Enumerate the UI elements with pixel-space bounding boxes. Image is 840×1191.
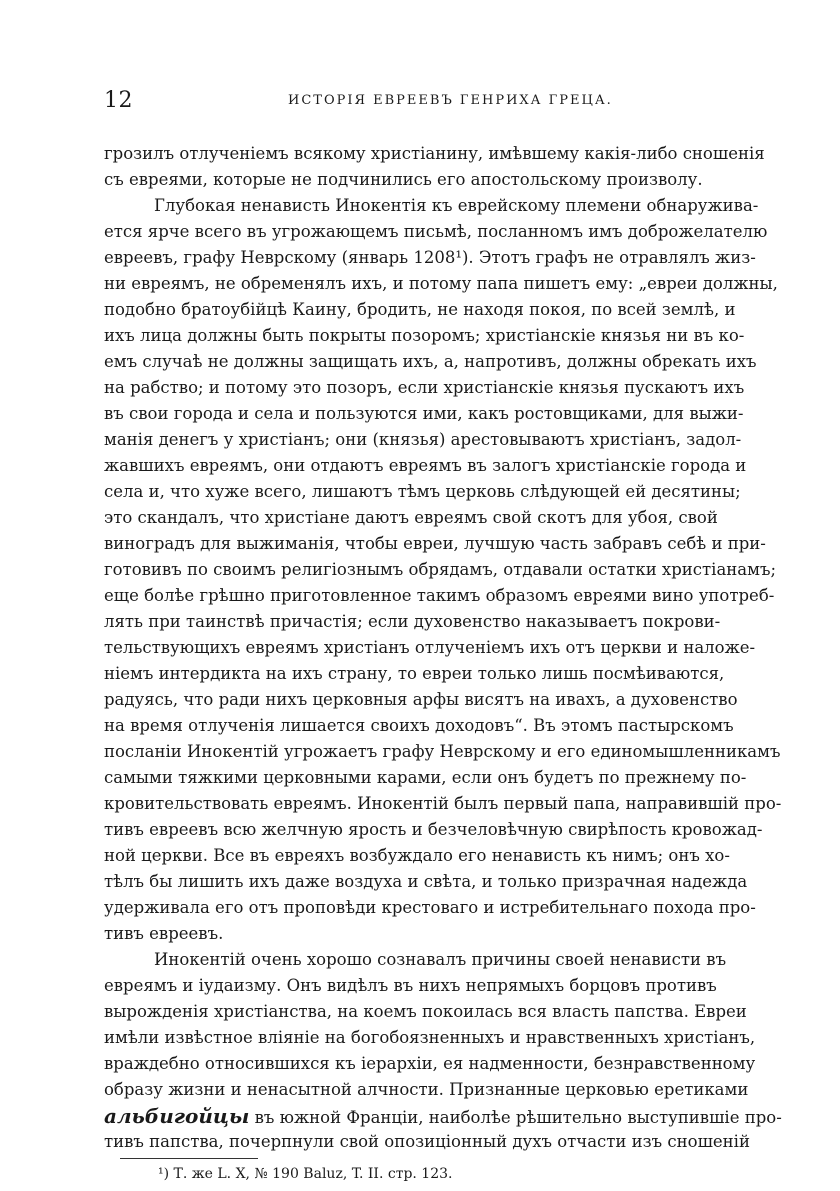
text-line: еще болѣе грѣшно приготовленное такимъ образомъ евреями вино употреб-: [104, 586, 775, 605]
text-line: кровительствовать евреямъ. Инокентій былъ первый папа, направившій про-: [104, 794, 782, 813]
text-line: тивъ папства, почерпнули свой опозиціонный духъ отчасти изъ сношеній: [104, 1132, 750, 1151]
text-line: имѣли извѣстное вліяніе на богобоязненныхъ и нравственныхъ христіанъ,: [104, 1028, 756, 1047]
footnote-divider: [120, 1158, 258, 1159]
text-line: на время отлученія лишается своихъ доходовъ“. Въ этомъ пастырскомъ: [104, 716, 734, 735]
text-line: ной церкви. Все въ евреяхъ возбуждало его ненависть къ нимъ; онъ хо-: [104, 846, 730, 865]
albigensian-term: альбигойцы: [104, 1104, 250, 1128]
text-line: вырожденія христіанства, на коемъ покоилась вся власть папства. Евреи: [104, 1002, 747, 1021]
text-line: грозилъ отлученіемъ всякому христіанину, имѣвшему какія-либо сношенія: [104, 144, 765, 163]
text-line: тѣлъ бы лишить ихъ даже воздуха и свѣта, и только призрачная надежда: [104, 872, 748, 891]
text-line: виноградъ для выжиманія, чтобы евреи, лучшую часть забравъ себѣ и при-: [104, 534, 766, 553]
text-line: [104, 1103, 782, 1129]
text-line: это скандалъ, что христіане даютъ евреямъ свой скотъ для убоя, свой: [104, 508, 718, 527]
text-line: Инокентій очень хорошо сознавалъ причины своей ненависти въ: [154, 950, 727, 969]
text-line: жавшихъ евреямъ, они отдаютъ евреямъ въ залогъ христіанскіе города и: [104, 456, 747, 475]
text-line: ніемъ интердикта на ихъ страну, то евреи только лишь посмѣиваются,: [104, 664, 725, 683]
text-line: тивъ евреевъ всю желчную ярость и безчеловѣчную свирѣпость кровожад-: [104, 820, 763, 839]
text-line: ни евреямъ, не обременялъ ихъ, и потому папа пишетъ ему: „евреи должны,: [104, 274, 778, 293]
text-line: въ свои города и села и пользуются ими, какъ ростовщиками, для выжи-: [104, 404, 744, 423]
text-line: села и, что хуже всего, лишаютъ тѣмъ церковь слѣдующей ей десятины;: [104, 482, 741, 501]
text-line: тивъ евреевъ.: [104, 924, 224, 943]
text-line: самыми тяжкими церковными карами, если онъ будетъ по прежнему по-: [104, 768, 747, 787]
text-line: ется ярче всего въ угрожающемъ письмѣ, посланномъ имъ доброжелателю: [104, 222, 768, 241]
text-line: подобно братоубійцѣ Каину, бродить, не находя покоя, по всей землѣ, и: [104, 300, 736, 319]
text-line: готовивъ по своимъ религіознымъ обрядамъ, отдавали остатки христіанамъ;: [104, 560, 777, 579]
page-number: 12: [104, 88, 133, 113]
text-line: евреевъ, графу Неврскому (январь 1208¹). Этотъ графъ не отравлялъ жиз-: [104, 248, 756, 267]
text-line: съ евреями, которые не подчинились его апостольскому произволу.: [104, 170, 703, 189]
text-line: посланіи Инокентій угрожаетъ графу Неврскому и его единомышленникамъ: [104, 742, 781, 761]
text-line: удерживала его отъ проповѣди крестоваго и истребительнаго похода про-: [104, 898, 756, 917]
text-line: тельствующихъ евреямъ христіанъ отлученіемъ ихъ отъ церкви и наложе-: [104, 638, 756, 657]
text-line: евреямъ и іудаизму. Онъ видѣлъ въ нихъ непрямыхъ борцовъ противъ: [104, 976, 717, 995]
text-fragment: въ южной Франціи, наиболѣе рѣшительно выступившіе про-: [249, 1108, 782, 1127]
running-title: ИСТОРІЯ ЕВРЕЕВЪ ГЕНРИХА ГРЕЦА.: [288, 93, 613, 108]
text-line: лять при таинствѣ причастія; если духовенство наказываетъ покрови-: [104, 612, 721, 631]
text-line: образу жизни и ненасытной алчности. Признанные церковью еретиками: [104, 1080, 749, 1099]
text-line: радуясь, что ради нихъ церковныя арфы висятъ на ивахъ, а духовенство: [104, 690, 738, 709]
text-line: емъ случаѣ не должны защищать ихъ, а, напротивъ, должны обрекать ихъ: [104, 352, 757, 371]
text-line: на рабство; и потому это позоръ, если христіанскіе князья пускаютъ ихъ: [104, 378, 745, 397]
text-line: манія денегъ у христіанъ; они (князья) арестовываютъ христіанъ, задол-: [104, 430, 742, 449]
text-line: враждебно относившихся къ іерархіи, ея надменности, безнравственному: [104, 1054, 756, 1073]
text-line: ихъ лица должны быть покрыты позоромъ; христіанскіе князья ни въ ко-: [104, 326, 745, 345]
footnote: ¹) Т. же L. X, № 190 Baluz, T. II. стр. 123.: [158, 1166, 453, 1182]
text-line: Глубокая ненависть Инокентія къ еврейскому племени обнаружива-: [154, 196, 759, 215]
